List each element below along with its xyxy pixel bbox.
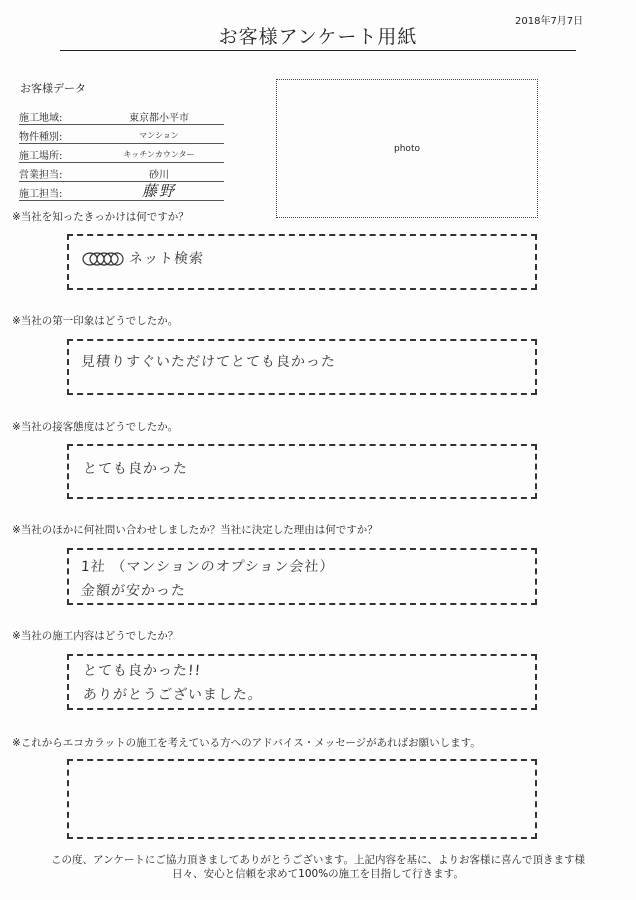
answer-text: とても良かった!! (82, 663, 202, 679)
question-3: ※当社の接客態度はどうでしたか。 (12, 421, 179, 433)
field-label: 施工場所: (19, 151, 63, 162)
field-construction-area (19, 105, 224, 125)
answer-text: 1社 （マンションのオプション会社） (80, 559, 335, 575)
page-title: お客様アンケート用紙 (218, 26, 418, 48)
answer-text: ネット検索 (128, 251, 205, 267)
question-2: ※当社の第一印象はどうでしたか。 (12, 315, 179, 327)
answer-text: ありがとうございました。 (82, 687, 264, 703)
field-label: 施工地域: (19, 113, 63, 124)
title-underline (60, 50, 576, 51)
field-sales-rep (19, 162, 224, 182)
question-6: ※これからエコカラットの施工を考えている方へのアドバイス・メッセージがあればお願いします。 (12, 737, 481, 749)
field-value: マンション (139, 131, 179, 140)
field-label: 物件種別: (19, 132, 63, 143)
question-5: ※当社の施工内容はどうでしたか？ (12, 630, 179, 642)
question-1: ※当社を知ったきっかけは何ですか？ (12, 211, 189, 223)
survey-date: 2018年7月7日 (515, 16, 584, 27)
field-construction-rep (19, 181, 224, 201)
field-property-type (19, 124, 224, 144)
answer-box-3 (67, 444, 537, 499)
answer-text: 金額が安かった (80, 583, 187, 599)
question-4: ※当社のほかに何社問い合わせしましたか？当社に決定した理由は何ですか？ (12, 524, 378, 536)
scribble-mark (82, 250, 124, 268)
field-label: 営業担当: (19, 170, 63, 181)
customer-data-heading: お客様データ (20, 82, 86, 95)
answer-box-5 (67, 654, 537, 710)
footer-line-2: 日々、安心と信頼を求めて100%の施工を目指して行きます。 (172, 868, 464, 880)
answer-box-4 (67, 548, 537, 605)
answer-box-2 (67, 339, 537, 395)
field-value: 東京都小平市 (129, 113, 189, 124)
answer-box-1 (67, 234, 537, 290)
answer-text: 見積りすぐいただけてとても良かった (80, 354, 337, 370)
handwritten-signature: 藤野 (141, 182, 176, 200)
answer-box-6 (67, 759, 537, 839)
answer-text: とても良かった (82, 461, 189, 477)
field-value: 砂川 (149, 170, 169, 181)
footer-line-1: この度、アンケートにご協力頂きましてありがとうございます。上記内容を基に、よりお客様に喜んで頂きます様 (50, 854, 586, 866)
photo-label: photo (394, 144, 420, 154)
photo-placeholder (276, 79, 538, 218)
field-value: キッチンカウンター (123, 150, 195, 159)
field-construction-place (19, 143, 224, 163)
field-label: 施工担当: (19, 189, 63, 200)
